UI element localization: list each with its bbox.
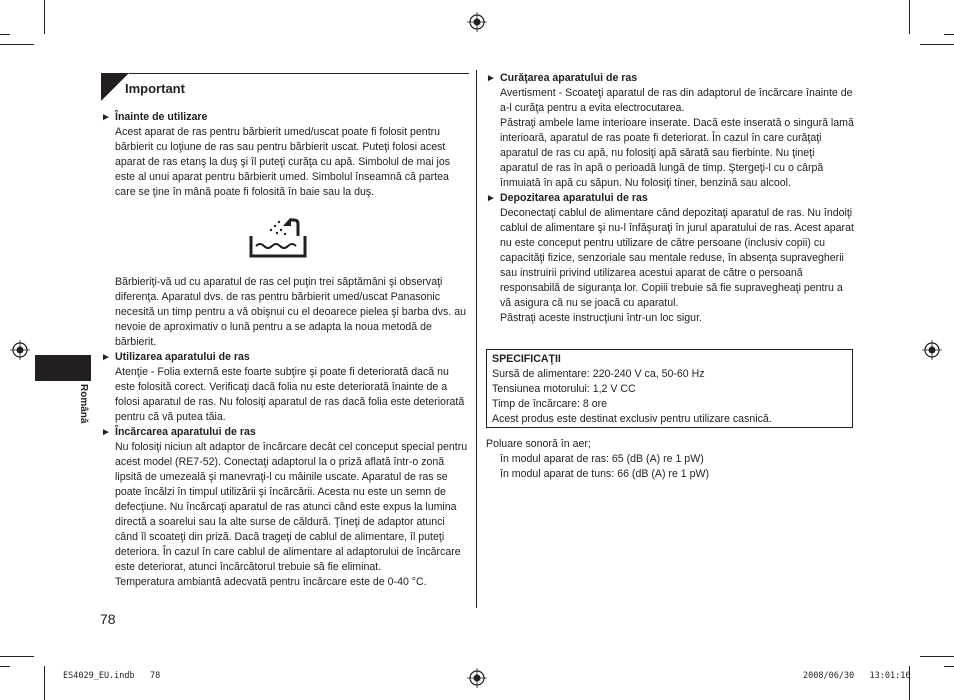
section-body: Avertisment - Scoateţi aparatul de ras din adaptorul de încărcare înainte de a-l curăţa pentru a evita electrocutarea. xyxy=(500,87,853,114)
specifications-box xyxy=(486,349,853,428)
section-body: Deconectaţi cablul de alimentare când depozitaţi aparatul de ras. Nu îndoiţi cablul de alimentare şi nu-l înfăşuraţi în jurul aparatului de ras. Acest aparat nu este conceput pentru utilizare de către persoane (inclusiv copii) cu capacităţi fizice, senzoriale sau mentale reduse, în absenţa supravegherii sau instruirii privind utilizarea acestui aparat de către o persoană responsabilă de siguranţa lor. Copiii trebuie să fie supravegheaţi pentru a vă asigura că nu se joacă cu aparatul. xyxy=(500,207,854,309)
arrow-icon: ► xyxy=(101,352,111,363)
section-body: Păstraţi ambele lame interioare inserate. Dacă este inserată o singură lamă interioară, aparatul de ras poate fi deteriorat. În cazul în care curăţaţi aparatul de ras cu apă, nu folosiţi apă sărată sau fierbinte. Nu ţineţi aparatul de ras în apă o perioadă lungă de timp. Ştergeţi-l cu o cârpă înmuiată în apă cu săpun. Nu folosiţi tiner, benzină sau alcool. xyxy=(500,117,854,189)
arrow-icon: ► xyxy=(486,193,496,204)
footer-file: ES4029_EU.indb 78 xyxy=(63,671,161,681)
important-title: Important xyxy=(125,81,185,96)
crop-mark xyxy=(0,656,34,657)
section-body: Atenţie - Folia externă este foarte subţire şi poate fi deteriorată dacă nu este folosită corect. Verificaţi dacă folia nu este deteriorată înainte de a folosi aparatul de ras. Nu folosiţi aparatul de ras dacă folia este deteriorată pentru că vă putea tăia. xyxy=(115,366,465,423)
spec-title: SPECIFICAŢII xyxy=(492,353,561,365)
page-number: 78 xyxy=(100,611,116,627)
spec-line: Sursă de alimentare: 220-240 V ca, 50-60 Hz xyxy=(492,368,705,380)
section-body: Bărbieriţi-vă ud cu aparatul de ras cel puţin trei săptămâni şi observaţi diferenţa. Aparatul dvs. de ras pentru bărbierit umed/uscat Panasonic necesită un timp pentru a vă obişnui cu el deoarece pielea şi barba dvs. au nevoie de aproximativ o lună pentru a se adapta la noua metodă de bărbierit. xyxy=(115,276,466,348)
noise-line: în modul aparat de tuns: 66 (dB (A) re 1 pW) xyxy=(500,468,710,480)
crop-mark xyxy=(0,666,10,667)
registration-mark-icon xyxy=(10,340,30,360)
section-body: Acest aparat de ras pentru bărbierit umed/uscat poate fi folosit pentru bărbierit cu loţiune de ras sau pentru bărbierit uscat. Puteţi folosi acest aparat de ras etanş la duş şi îl puteţi curăţa cu apă. Simbolul de mai jos este al unui aparat pentru bărbierit umed. Simbolul înseamnă că partea care se ţine în mână poate fi folosită în baie sau la duş. xyxy=(115,126,451,198)
noise-line: în modul aparat de ras: 65 (dB (A) re 1 pW) xyxy=(500,453,704,465)
right-column xyxy=(486,71,854,326)
registration-mark-icon xyxy=(467,12,487,32)
left-column xyxy=(101,110,468,590)
spec-line: Timp de încărcare: 8 ore xyxy=(492,398,608,410)
crop-mark xyxy=(920,656,954,657)
spec-line: Acest produs este destinat exclusiv pentru utilizare casnică. xyxy=(492,413,772,425)
crop-mark xyxy=(0,44,34,45)
registration-mark-icon xyxy=(922,340,942,360)
spec-line: Tensiunea motorului: 1,2 V CC xyxy=(492,383,636,395)
bath-symbol xyxy=(101,200,468,275)
language-tab xyxy=(35,355,91,381)
section-title: Curăţarea aparatului de ras xyxy=(500,72,638,84)
section-using xyxy=(101,350,468,425)
section-before-use xyxy=(101,110,468,350)
crop-mark xyxy=(920,44,954,45)
section-body: Nu folosiţi niciun alt adaptor de încărcare decât cel conceput special pentru acest model (RE7-52). Conectaţi adaptorul la o priză aflată într-o zonă lipsită de umezeală şi manevraţi-l cu mâinile uscate. Aparatul de ras se poate încălzi în timpul utilizării şi încărcării. Acesta nu este un semn de defecţiune. Nu încărcaţi aparatul de ras atunci când este expus la lumina directă a soarelui sau la alte surse de căldură. Ţineţi de adaptor atunci când îl scoateţi din priză. Dacă trageţi de cablul de alimentare, îl puteţi deteriora. În cazul în care cablul de alimentare al adaptorului de încărcare este deteriorat, atunci încărcătorul trebuie să fie eliminat. xyxy=(115,441,468,573)
crop-mark xyxy=(944,666,954,667)
section-cleaning xyxy=(486,71,854,191)
section-body: Păstraţi aceste instrucţiuni într-un loc sigur. xyxy=(500,312,702,324)
arrow-icon: ► xyxy=(486,73,496,84)
noise-section xyxy=(486,437,854,482)
arrow-icon: ► xyxy=(101,112,111,123)
crop-mark xyxy=(944,34,954,35)
section-title: Depozitarea aparatului de ras xyxy=(500,192,648,204)
important-header xyxy=(101,73,469,101)
crop-mark xyxy=(909,0,910,34)
section-charging xyxy=(101,425,468,590)
registration-mark-icon xyxy=(467,668,487,688)
section-title: Încărcarea aparatului de ras xyxy=(115,426,256,438)
section-title: Înainte de utilizare xyxy=(115,111,208,123)
arrow-icon: ► xyxy=(101,427,111,438)
section-storage xyxy=(486,191,854,326)
crop-mark xyxy=(0,34,10,35)
language-label: Română xyxy=(78,384,89,424)
section-title: Utilizarea aparatului de ras xyxy=(115,351,250,363)
header-rule xyxy=(129,73,469,74)
crop-mark xyxy=(44,666,45,700)
column-divider xyxy=(476,70,477,608)
footer-datetime: 2008/06/30 13:01:16 xyxy=(803,671,911,681)
noise-title: Poluare sonoră în aer; xyxy=(486,438,591,450)
section-body: Temperatura ambiantă adecvată pentru încărcare este de 0-40 °C. xyxy=(115,576,427,588)
crop-mark xyxy=(44,0,45,34)
bath-shower-icon xyxy=(247,218,311,258)
